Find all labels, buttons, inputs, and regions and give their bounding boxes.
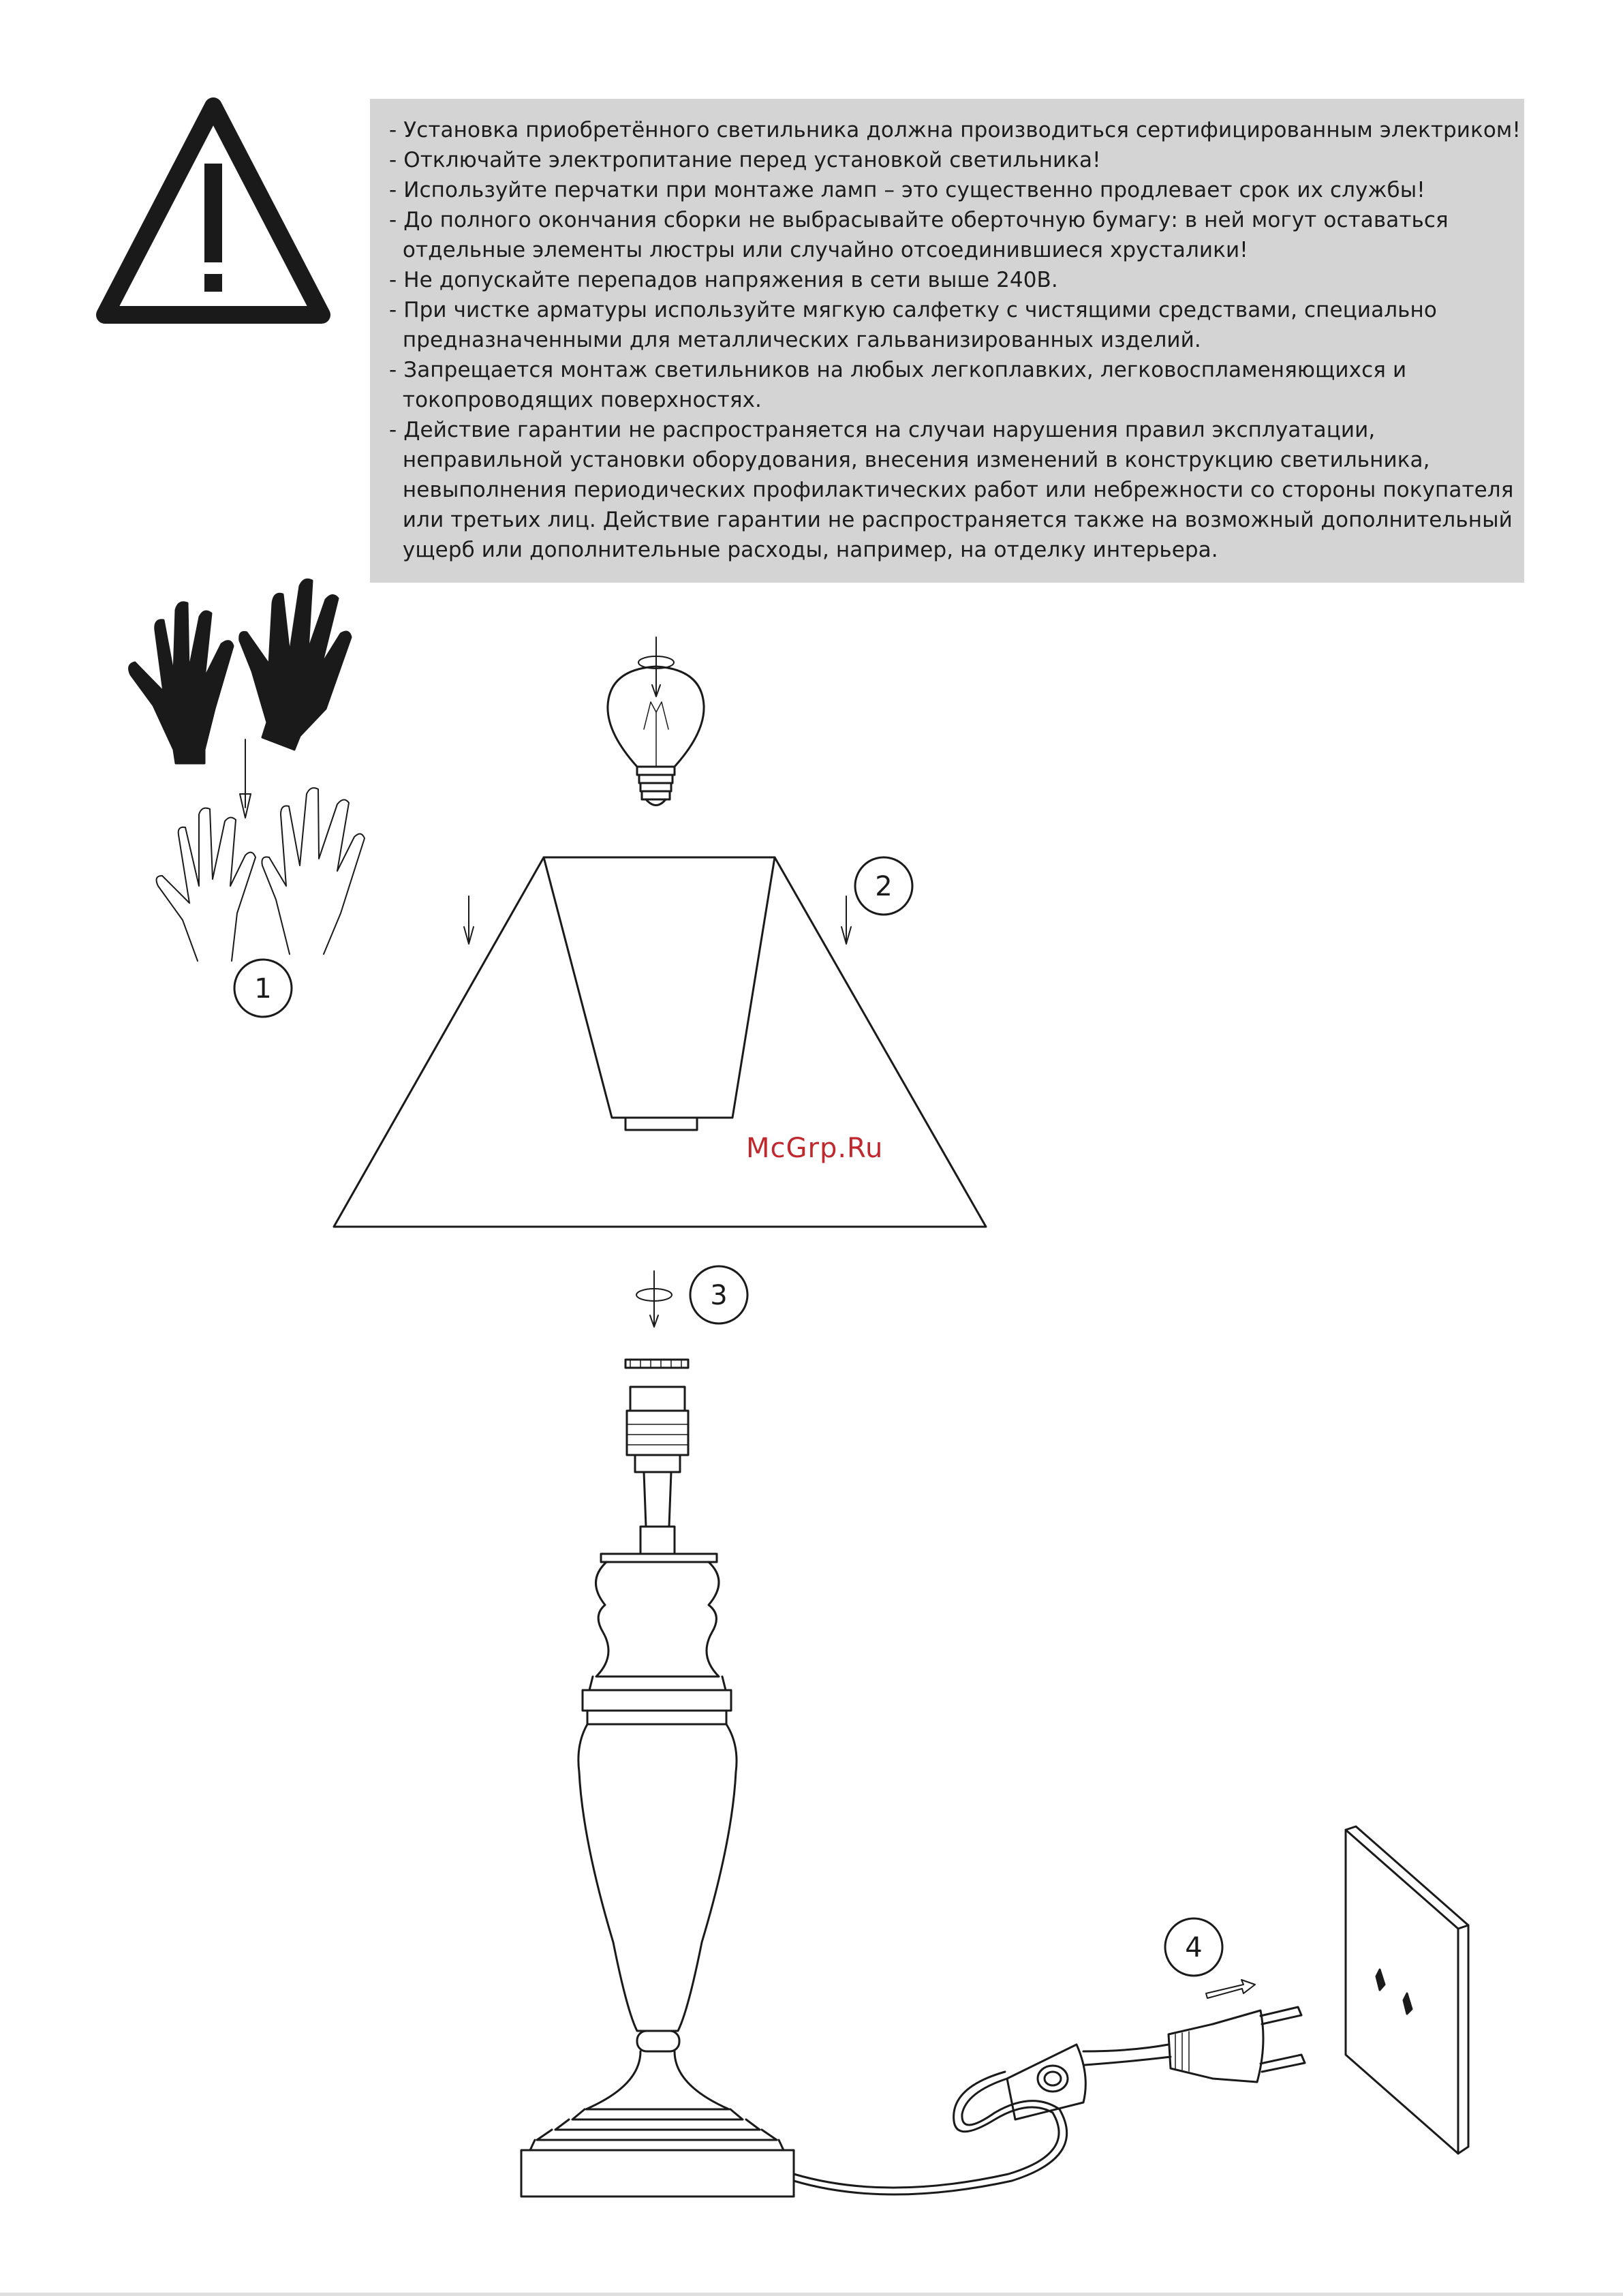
rule-line: - До полного окончания сборки не выбрасывайте оберточную бумагу: в ней могут оставаться bbox=[389, 208, 1449, 232]
rule-line: отдельные элементы люстры или случайно отсоединившиеся хрусталики! bbox=[389, 238, 1248, 262]
bare-hands-icon bbox=[157, 788, 365, 961]
rule-line: предназначенными для металлических гальванизированных изделий. bbox=[389, 328, 1201, 352]
rotate-arrow-icon bbox=[636, 1271, 672, 1327]
watermark: McGrp.Ru bbox=[746, 1133, 884, 1164]
step-3-number: 3 bbox=[710, 1280, 728, 1311]
rule-line: или третьих лиц. Действие гарантии не распространяется также на возможный дополнительный bbox=[389, 508, 1513, 532]
rule-line: - Действие гарантии не распространяется на случаи нарушения правил эксплуатации, bbox=[389, 418, 1376, 442]
power-cord-icon bbox=[794, 2045, 1171, 2194]
rule-line: - Запрещается монтаж светильников на любых легкоплавких, легковоспламеняющихся и bbox=[389, 358, 1407, 382]
arrow-right-icon bbox=[1206, 1980, 1255, 1998]
arrow-down-icon bbox=[841, 896, 851, 944]
rule-line: токопроводящих поверхностях. bbox=[389, 388, 762, 412]
rule-line: - При чистке арматуры используйте мягкую салфетку с чистящими средствами, специально bbox=[389, 298, 1437, 322]
arrow-down-icon bbox=[464, 896, 474, 944]
rule-line: ущерб или дополнительные расходы, например, на отделку интерьера. bbox=[389, 538, 1218, 562]
bottom-divider bbox=[0, 2293, 1623, 2296]
step-4-number: 4 bbox=[1185, 1932, 1203, 1963]
rule-line: - Используйте перчатки при монтаже ламп – это существенно продлевает срок их службы! bbox=[389, 178, 1425, 202]
arrow-down-icon bbox=[240, 739, 251, 818]
lamp-base-icon bbox=[521, 1360, 794, 2196]
rule-line: - Установка приобретённого светильника должна производиться сертифицированным электриком! bbox=[389, 118, 1521, 142]
step-1-number: 1 bbox=[254, 973, 272, 1005]
step-2-number: 2 bbox=[875, 871, 893, 902]
rule-line: невыполнения периодических профилактических работ или небрежности со стороны покупателя bbox=[389, 478, 1514, 502]
rule-line: - Не допускайте перепадов напряжения в сети выше 240В. bbox=[389, 268, 1058, 292]
plug-icon bbox=[1169, 2007, 1305, 2082]
rule-line: неправильной установки оборудования, внесения изменений в конструкцию светильника, bbox=[389, 448, 1430, 472]
wall-socket-icon bbox=[1346, 1826, 1468, 2154]
black-gloves-icon bbox=[129, 579, 351, 763]
rule-line: - Отключайте электропитание перед установкой светильника! bbox=[389, 148, 1101, 172]
lamp-shade-icon bbox=[334, 857, 986, 1227]
